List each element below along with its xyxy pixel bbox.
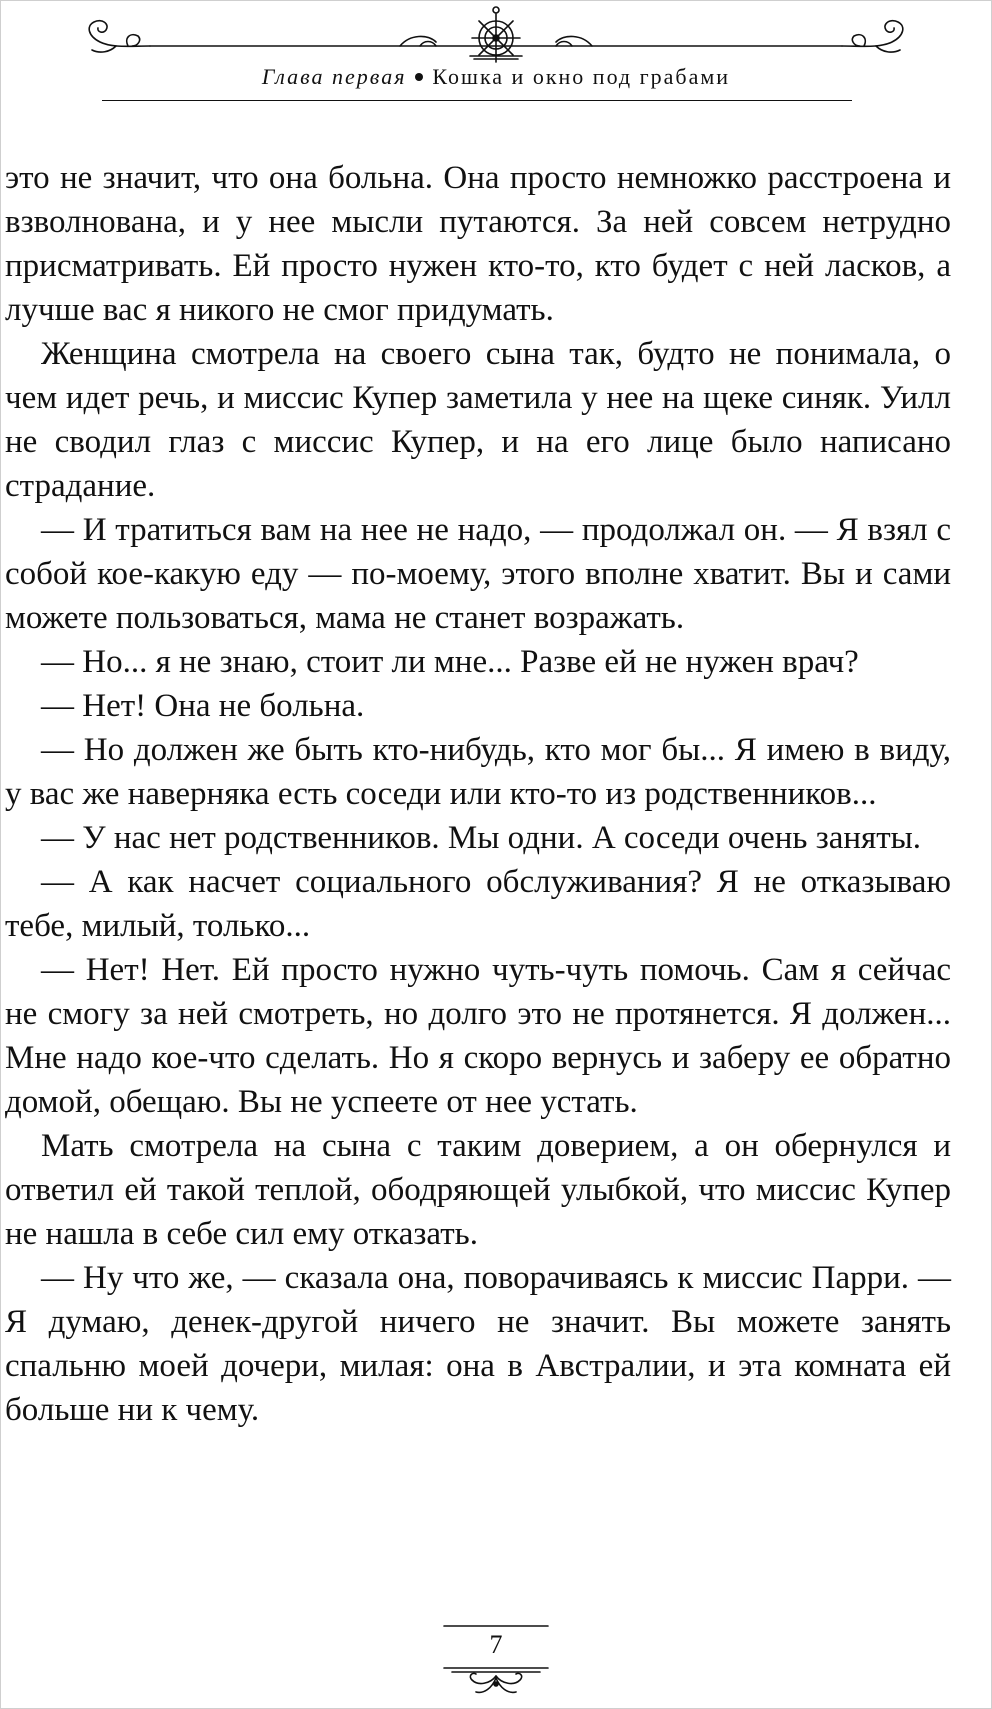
running-head-chapter: Глава первая: [261, 64, 407, 89]
paragraph: — У нас нет родственников. Мы одни. А соседи очень заняты.: [41, 820, 922, 856]
paragraph: Мать смотрела на сына с таким доверием, а он обернулся и ответил ей такой теплой, ободряющей улыбкой, что миссис Купер не нашла в себе сил ему отказать.: [5, 1128, 951, 1252]
page-header: [0, 0, 992, 110]
footer-flourish-icon: [470, 1673, 496, 1683]
running-head: [0, 64, 992, 90]
bullet-icon: [415, 73, 423, 81]
header-rule: [102, 100, 852, 101]
paragraph: — Но должен же быть кто-нибудь, кто мог бы... Я имею в виду, у вас же наверняка есть соседи или кто-то из родственников...: [5, 732, 951, 812]
left-scroll: [89, 21, 150, 47]
paragraph: — Нет! Она не больна.: [41, 688, 365, 724]
paragraph: — Нет! Нет. Ей просто нужно чуть-чуть помочь. Сам я сейчас не смогу за ней смотреть, но долго это не протянется. Я должен... Мне надо кое-что сделать. Но я скоро вернусь и заберу ее обратно домой, обещаю. Вы не успеете от нее устать.: [5, 952, 951, 1120]
paragraph: — Но... я не знаю, стоит ли мне... Разве ей не нужен врач?: [41, 644, 859, 680]
paragraph: это не значит, что она больна. Она просто немножко расстроена и взволнована, и у нее мысли путаются. За ней совсем нетрудно присматривать. Ей просто нужен кто-то, кто будет с ней ласков, а лучше вас я никого не смог придумать.: [5, 160, 951, 328]
page-number: 7: [489, 1630, 503, 1659]
page-footer: [0, 1622, 992, 1709]
right-scroll: [842, 21, 903, 47]
body-text: [5, 156, 951, 1432]
paragraph: — И тратиться вам на нее не надо, — продолжал он. — Я взял с собой кое-какую еду — по-моему, этого вполне хватит. Вы и сами можете пользоваться, мама не станет возражать.: [5, 512, 951, 636]
header-ornament: [0, 0, 992, 110]
paragraph: — А как насчет социального обслуживания? Я не отказываю тебе, милый, только...: [5, 864, 951, 944]
running-head-title: Кошка и окно под грабами: [432, 64, 731, 89]
paragraph: — Ну что же, — сказала она, поворачиваясь к миссис Парри. — Я думаю, денек-другой ничего не значит. Вы можете занять спальню моей дочери, милая: она в Австралии, и эта комната ей больше ни к чему.: [5, 1260, 951, 1428]
paragraph: Женщина смотрела на своего сына так, будто не понимала, о чем идет речь, и миссис Купер заметила у нее на щеке синяк. Уилл не сводил глаз с миссис Купер, и на его лице было написано страдание.: [5, 336, 951, 504]
